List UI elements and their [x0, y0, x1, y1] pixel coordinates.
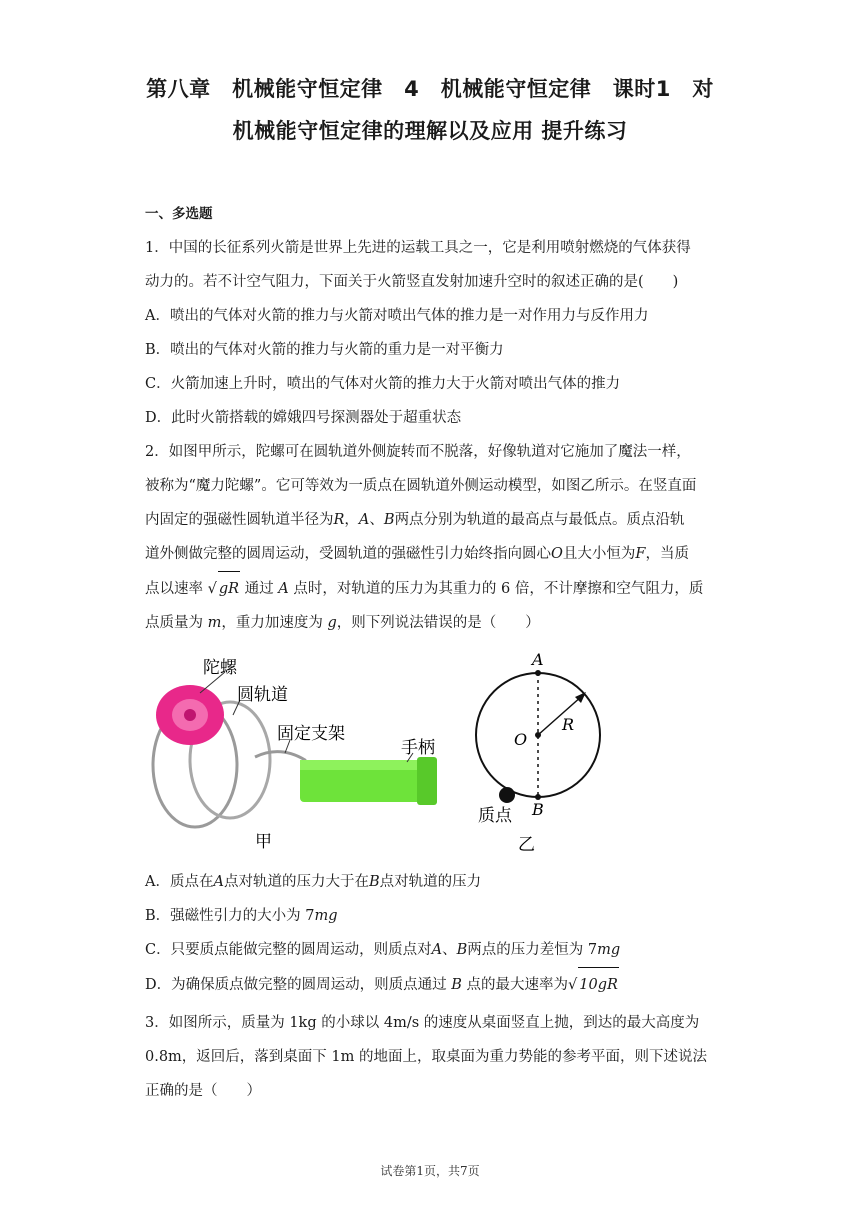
label-a: A — [532, 650, 544, 669]
label-b: B — [532, 800, 544, 819]
q3-stem-line-2: 0.8m，返回后，落到桌面下 1m 的地面上，取桌面为重力势能的参考平面，则下述说法 — [145, 1049, 707, 1065]
q3-stem-line-1: 3．如图所示，质量为 1kg 的小球以 4m/s 的速度从桌面竖直上抛，到达的最大高度为 — [145, 1015, 700, 1031]
top-hub — [184, 709, 196, 721]
q3-stem-line-3: 正确的是（ ） — [145, 1083, 261, 1099]
radius-line — [538, 696, 582, 735]
q2-stem-line-3: 内固定的强磁性圆轨道半径为R，A、B两点分别为轨道的最高点与最低点。质点沿轨 — [145, 512, 685, 528]
q1-stem-line-2: 动力的。若不计空气阻力，下面关于火箭竖直发射加速升空时的叙述正确的是( ) — [145, 274, 679, 290]
section-heading: 一、多选题 — [145, 206, 213, 222]
handle-highlight — [300, 760, 435, 770]
label-handle: 手柄 — [401, 738, 435, 758]
label-bracket: 固定支架 — [277, 724, 345, 744]
page-footer: 试卷第1页，共7页 — [380, 1164, 480, 1178]
q2-option-c: C．只要质点能做完整的圆周运动，则质点对A、B两点的压力差恒为 7mg — [145, 942, 621, 958]
handle-cap — [417, 757, 437, 805]
figure-right — [476, 650, 600, 855]
label-track: 圆轨道 — [237, 685, 288, 705]
sqrt-10gr: √ 10gR — [568, 967, 619, 1002]
q2-option-b: B．强磁性引力的大小为 7mg — [145, 908, 338, 924]
caption-left: 甲 — [255, 832, 272, 852]
question-block-2 — [145, 865, 725, 1108]
point-a — [535, 670, 541, 676]
q1-option-a: A．喷出的气体对火箭的推力与火箭对喷出气体的推力是一对作用力与反作用力 — [145, 308, 649, 324]
q1-option-b: B．喷出的气体对火箭的推力与火箭的重力是一对平衡力 — [145, 342, 504, 358]
label-top: 陀螺 — [203, 658, 237, 678]
q2-stem-line-6: 点质量为 m，重力加速度为 g，则下列说法错误的是（ ） — [145, 615, 540, 631]
sqrt-gr: √ gR — [208, 571, 240, 606]
q2-option-d: D．为确保质点做完整的圆周运动，则质点通过 B 点的最大速率为√ 10gR — [145, 967, 725, 1002]
q2-stem-line-5: 点以速率 √ gR 通过 A 点时，对轨道的压力为其重力的 6 倍，不计摩擦和空气阻力，质 — [145, 571, 725, 606]
title-line-1: 第八章 机械能守恒定律 4 机械能守恒定律 课时1 对 — [146, 77, 714, 101]
figure-left — [153, 658, 437, 852]
q2-stem-line-4: 道外侧做完整的圆周运动，受圆轨道的强磁性引力始终指向圆心O且大小恒为F，当质 — [145, 546, 689, 562]
q1-option-d: D．此时火箭搭载的嫦娥四号探测器处于超重状态 — [145, 410, 462, 426]
label-r: R — [562, 715, 575, 734]
figure-svg — [145, 645, 615, 860]
figure-magic-top — [145, 645, 615, 860]
question-block-1 — [145, 197, 725, 640]
q2-option-a: A．质点在A点对轨道的压力大于在B点对轨道的压力 — [145, 874, 482, 890]
q1-stem-line-1: 1．中国的长征系列火箭是世界上先进的运载工具之一，它是利用喷射燃烧的气体获得 — [145, 240, 691, 256]
q2-stem-line-2: 被称为“魔力陀螺”。它可等效为一质点在圆轨道外侧运动模型，如图乙所示。在竖直面 — [145, 478, 697, 494]
caption-right: 乙 — [518, 835, 535, 855]
spinning-top — [156, 685, 224, 745]
page-title — [60, 68, 800, 152]
q1-option-c: C．火箭加速上升时，喷出的气体对火箭的推力大于火箭对喷出气体的推力 — [145, 376, 621, 392]
label-o: O — [514, 730, 528, 749]
title-line-2: 机械能守恒定律的理解以及应用 提升练习 — [232, 119, 628, 143]
label-particle: 质点 — [478, 806, 512, 826]
particle — [499, 787, 515, 803]
q2-stem-line-1: 2．如图甲所示，陀螺可在圆轨道外侧旋转而不脱落，好像轨道对它施加了魔法一样， — [145, 444, 691, 460]
handle — [300, 757, 437, 805]
